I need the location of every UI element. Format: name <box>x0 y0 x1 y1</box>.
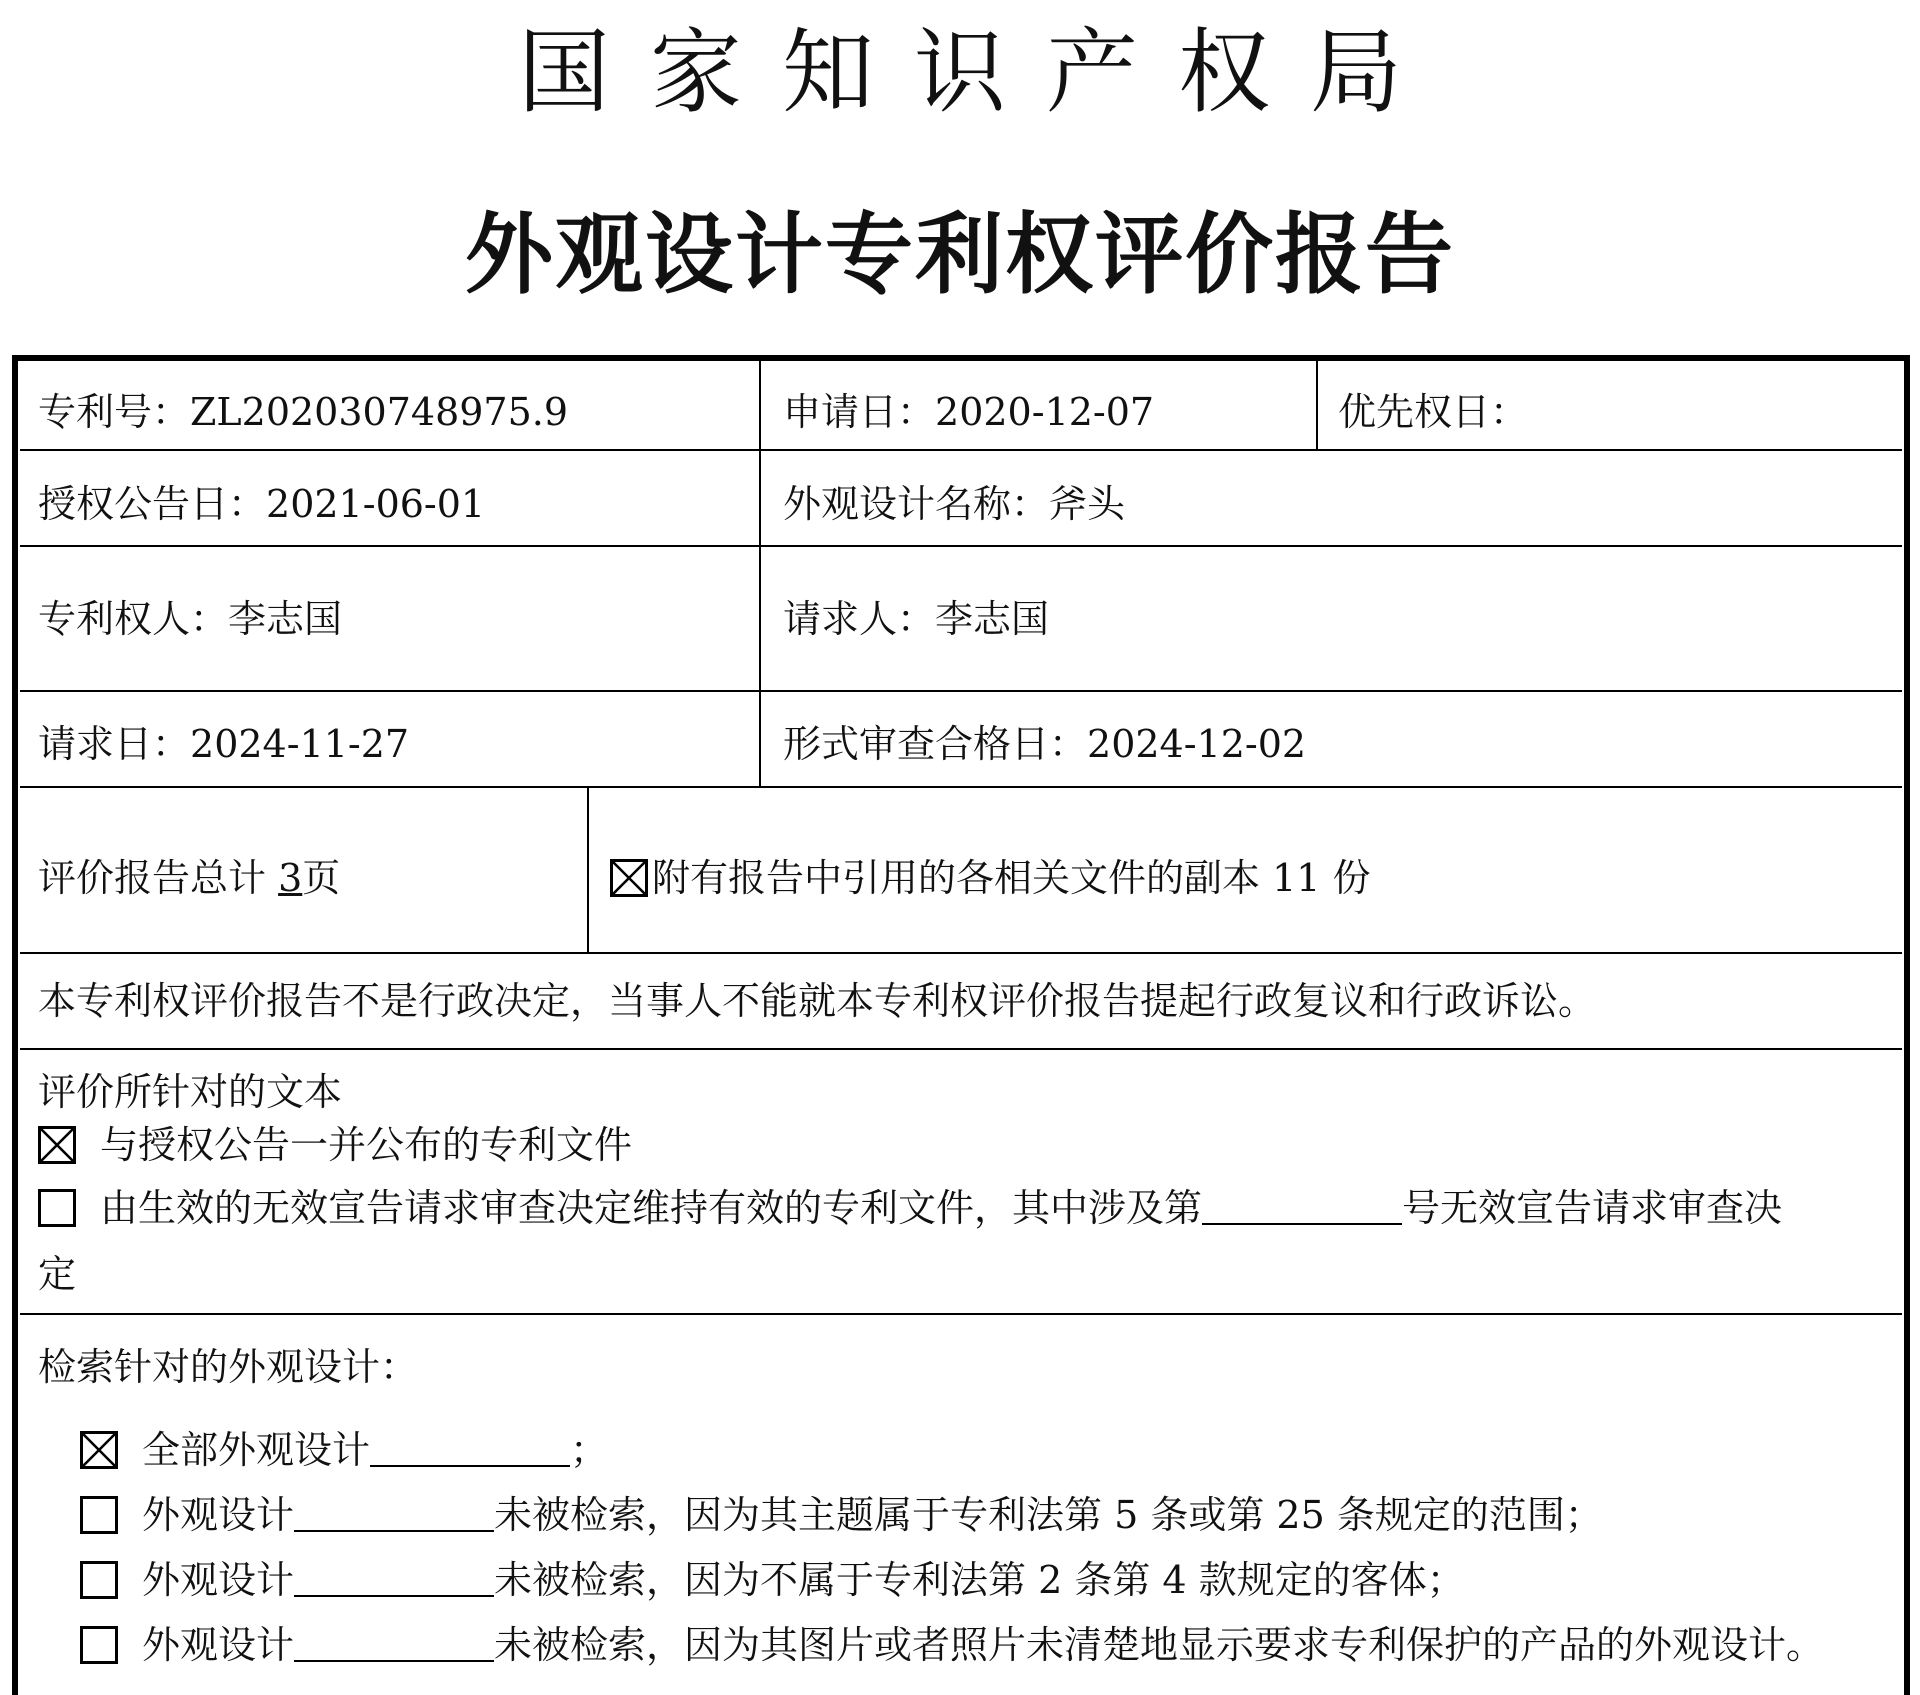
search-all-checkbox-checked[interactable] <box>80 1431 118 1469</box>
search-item-suffix: 未被检索，因为其主题属于专利法第 5 条或第 25 条规定的范围； <box>494 1493 1603 1537</box>
search-excluded-2-checkbox[interactable] <box>80 1561 118 1599</box>
search-item-suffix: ； <box>570 1428 609 1472</box>
pages-suffix: 页 <box>302 856 341 900</box>
search-item-prefix: 外观设计 <box>142 1623 295 1667</box>
priority-date-label: 优先权日： <box>1338 390 1529 434</box>
report-pages-field <box>38 854 340 902</box>
option-2-suffix: 号无效宣告请求审查决 <box>1402 1186 1783 1230</box>
search-item-prefix: 全部外观设计 <box>142 1428 371 1472</box>
column-divider <box>587 786 589 952</box>
search-item-blank[interactable] <box>294 1626 494 1662</box>
patent-number-label: 专利号： <box>38 390 191 434</box>
request-date-label: 请求日： <box>38 722 191 766</box>
pages-prefix: 评价报告总计 <box>38 856 267 900</box>
requester-field <box>783 595 1049 643</box>
search-item-blank[interactable] <box>294 1496 494 1532</box>
office-title: 国家知识产权局 <box>517 19 1442 126</box>
filing-date-value: 2020-12-07 <box>935 390 1155 434</box>
design-name-label: 外观设计名称： <box>783 482 1050 526</box>
search-item-prefix: 外观设计 <box>142 1558 295 1602</box>
priority-date-field <box>1338 388 1528 436</box>
search-excluded-1-checkbox[interactable] <box>80 1496 118 1534</box>
search-item-excluded-1 <box>80 1491 1603 1539</box>
column-divider <box>759 361 761 786</box>
requester-label: 请求人： <box>783 597 936 641</box>
grant-date-value: 2021-06-01 <box>266 482 486 526</box>
grant-date-label: 授权公告日： <box>38 482 267 526</box>
search-item-suffix: 未被检索，因为其图片或者照片未清楚地显示要求专利保护的产品的外观设计。 <box>494 1623 1825 1667</box>
patent-number-value: ZL202030748975.9 <box>190 390 569 434</box>
option-1-label: 与授权公告一并公布的专利文件 <box>100 1123 633 1167</box>
legal-notice: 本专利权评价报告不是行政决定，当事人不能就本专利权评价报告提起行政复议和行政诉讼。 <box>38 979 1597 1023</box>
row-divider <box>20 545 1902 547</box>
patentee-field <box>38 595 342 643</box>
decision-number-blank[interactable] <box>1202 1189 1402 1225</box>
filing-date-field <box>783 388 1154 436</box>
filing-date-label: 申请日： <box>783 390 936 434</box>
attached-checkbox-checked[interactable] <box>610 859 648 897</box>
evaluated-text-heading: 评价所针对的文本 <box>38 1070 343 1114</box>
formal-exam-date-field <box>783 720 1306 768</box>
attached-copies-text: 附有报告中引用的各相关文件的副本 11 份 <box>652 856 1371 900</box>
report-title: 外观设计专利权评价报告 <box>464 203 1455 306</box>
option-2-prefix: 由生效的无效宣告请求审查决定维持有效的专利文件，其中涉及第 <box>100 1186 1203 1230</box>
row-divider <box>20 449 1902 451</box>
search-item-all <box>80 1426 608 1474</box>
request-date-field <box>38 720 409 768</box>
option-1-checkbox-checked[interactable] <box>38 1126 76 1164</box>
evaluated-option-1 <box>38 1121 632 1169</box>
search-excluded-3-checkbox[interactable] <box>80 1626 118 1664</box>
request-date-value: 2024-11-27 <box>190 722 410 766</box>
formal-exam-date-value: 2024-12-02 <box>1087 722 1307 766</box>
attached-copies-field <box>610 854 1371 902</box>
search-item-suffix: 未被检索，因为不属于专利法第 2 条第 4 款规定的客体； <box>494 1558 1465 1602</box>
pages-count: 3 <box>278 856 303 900</box>
patentee-value: 李志国 <box>228 597 343 641</box>
search-item-prefix: 外观设计 <box>142 1493 295 1537</box>
option-2-tail: 定 <box>38 1252 77 1296</box>
search-heading: 检索针对的外观设计： <box>38 1345 419 1389</box>
design-name-field <box>783 480 1125 528</box>
design-name-value: 斧头 <box>1049 482 1126 526</box>
column-divider <box>1316 361 1318 449</box>
patentee-label: 专利权人： <box>38 597 229 641</box>
search-item-blank[interactable] <box>370 1431 570 1467</box>
formal-exam-date-label: 形式审查合格日： <box>783 722 1088 766</box>
row-divider <box>20 1313 1902 1315</box>
evaluated-option-2 <box>38 1184 1782 1232</box>
search-item-blank[interactable] <box>294 1561 494 1597</box>
search-item-excluded-3 <box>80 1621 1824 1669</box>
row-divider <box>20 690 1902 692</box>
option-2-checkbox[interactable] <box>38 1189 76 1227</box>
patent-number-field <box>38 388 568 436</box>
requester-value: 李志国 <box>935 597 1050 641</box>
row-divider <box>20 1048 1902 1050</box>
search-item-excluded-2 <box>80 1556 1465 1604</box>
grant-date-field <box>38 480 485 528</box>
row-divider <box>20 786 1902 788</box>
row-divider <box>20 952 1902 954</box>
